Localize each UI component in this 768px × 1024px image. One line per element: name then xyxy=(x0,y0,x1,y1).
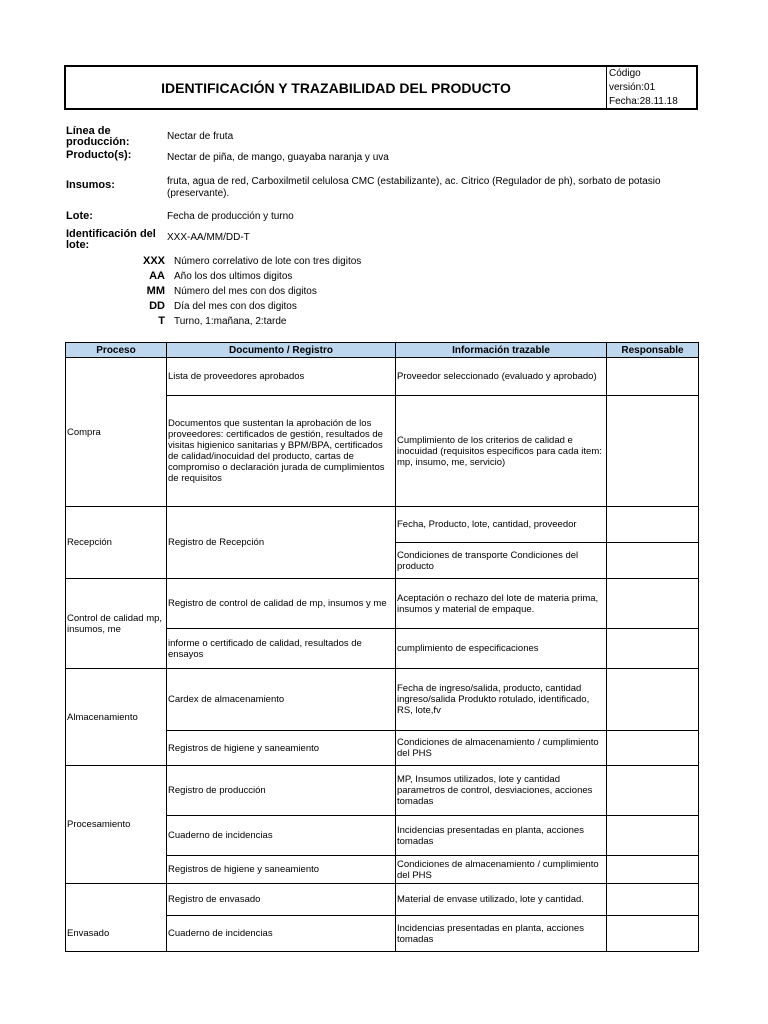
info-cell: Condiciones de almacenamiento / cumplimiento del PHS xyxy=(396,731,607,766)
info-cell: Material de envase utilizado, lote y cantidad. xyxy=(396,884,607,916)
info-cell: cumplimiento de especificaciones xyxy=(396,629,607,669)
responsable-cell[interactable] xyxy=(607,396,699,507)
info-cell: Incidencias presentadas en planta, acciones tomadas xyxy=(396,916,607,952)
table-row xyxy=(66,579,699,629)
lote-code: DD xyxy=(149,300,165,312)
documento-cell: Cuaderno de incidencias xyxy=(167,916,396,952)
responsable-cell[interactable] xyxy=(607,579,699,629)
documento-cell: Lista de proveedores aprobados xyxy=(167,358,396,396)
identificacion-value: XXX-AA/MM/DD-T xyxy=(167,232,250,243)
table-row xyxy=(66,766,699,816)
lote-code-description: Número del mes con dos digitos xyxy=(174,286,317,297)
proceso-cell: Almacenamiento xyxy=(66,669,167,766)
proceso-cell: Envasado xyxy=(66,884,167,952)
responsable-cell[interactable] xyxy=(607,543,699,579)
table-header-row xyxy=(66,343,699,358)
responsable-cell[interactable] xyxy=(607,507,699,543)
lote-code: XXX xyxy=(142,255,165,267)
insumos-label: Insumos: xyxy=(66,179,115,191)
info-cell: Condiciones de almacenamiento / cumplimiento del PHS xyxy=(396,856,607,884)
lote-code-description: Día del mes con dos digitos xyxy=(174,301,297,312)
info-cell: Aceptación o rechazo del lote de materia prima, insumos y material de empaque. xyxy=(396,579,607,629)
document-header xyxy=(64,65,698,110)
responsable-cell[interactable] xyxy=(607,856,699,884)
producto-label: Producto(s): xyxy=(66,149,132,161)
proceso-cell: Recepción xyxy=(66,507,167,579)
linea-value: Nectar de fruta xyxy=(167,131,234,142)
header-proceso: Proceso xyxy=(66,343,167,358)
documento-cell: informe o certificado de calidad, resultados de ensayos xyxy=(167,629,396,669)
documento-cell: Registros de higiene y saneamiento xyxy=(167,731,396,766)
lote-value: Fecha de producción y turno xyxy=(167,211,294,222)
responsable-cell[interactable] xyxy=(607,816,699,856)
header-responsable: Responsable xyxy=(607,343,699,358)
responsable-cell[interactable] xyxy=(607,669,699,731)
table-row xyxy=(66,884,699,916)
responsable-cell[interactable] xyxy=(607,731,699,766)
responsable-cell[interactable] xyxy=(607,916,699,952)
info-cell: Proveedor seleccionado (evaluado y aprobado) xyxy=(396,358,607,396)
responsable-cell[interactable] xyxy=(607,358,699,396)
documento-cell: Cuaderno de incidencias xyxy=(167,816,396,856)
proceso-cell: Control de calidad mp, insumos, me xyxy=(66,579,167,669)
producto-value: Nectar de piña, de mango, guayaba naranja y uva xyxy=(167,152,389,163)
proceso-cell: Procesamiento xyxy=(66,766,167,884)
info-cell: Fecha, Producto, lote, cantidad, proveedor xyxy=(396,507,607,543)
info-cell: Fecha de ingreso/salida, producto, cantidad ingreso/salida Produkto rotulado, identificado, RS, lote,fv xyxy=(396,669,607,731)
lote-code-description: Turno, 1:mañana, 2:tarde xyxy=(174,316,287,327)
documento-cell: Cardex de almacenamiento xyxy=(167,669,396,731)
version-label: versión:01 xyxy=(609,82,656,93)
responsable-cell[interactable] xyxy=(607,884,699,916)
table-row xyxy=(66,358,699,396)
documento-cell: Registros de higiene y saneamiento xyxy=(167,856,396,884)
linea-label: Línea de producción: xyxy=(66,125,130,148)
responsable-cell[interactable] xyxy=(607,766,699,816)
documento-cell: Registro de producción xyxy=(167,766,396,816)
table-row xyxy=(66,669,699,731)
info-cell: MP, Insumos utilizados, lote y cantidad parametros de control, desviaciones, acciones tomadas xyxy=(396,766,607,816)
lote-code: MM xyxy=(146,285,165,297)
info-cell: Cumplimiento de los criterios de calidad e inocuidad (requisitos especificos para cada item: mp, insumo, me, servicio) xyxy=(396,396,607,507)
responsable-cell[interactable] xyxy=(607,629,699,669)
document-title: IDENTIFICACIÓN Y TRAZABILIDAD DEL PRODUCTO xyxy=(66,67,607,108)
documento-cell: Documentos que sustentan la aprobación de los proveedores: certificados de gestión, resultados de visitas higienico sanitarias y BPM/BPA, certificados de calidad/inocuidad del producto, cartas de compromiso o declaración jurada de cumplimientos de requisitos xyxy=(167,396,396,507)
lote-code: T xyxy=(158,315,165,327)
codigo-label: Código xyxy=(609,68,641,79)
proceso-cell: Compra xyxy=(66,358,167,507)
lote-code-description: Número correlativo de lote con tres digitos xyxy=(174,256,362,267)
documento-cell: Registro de envasado xyxy=(167,884,396,916)
lote-code: AA xyxy=(149,270,165,282)
header-informacion: Información trazable xyxy=(396,343,607,358)
fecha-label: Fecha:28.11.18 xyxy=(609,96,678,107)
header-documento: Documento / Registro xyxy=(167,343,396,358)
table-row xyxy=(66,507,699,543)
documento-cell: Registro de Recepción xyxy=(167,507,396,579)
documento-cell: Registro de control de calidad de mp, insumos y me xyxy=(167,579,396,629)
identificacion-label: Identificación del lote: xyxy=(66,228,156,251)
document-meta xyxy=(607,67,696,109)
info-cell: Condiciones de transporte Condiciones del producto xyxy=(396,543,607,579)
info-cell: Incidencias presentadas en planta, acciones tomadas xyxy=(396,816,607,856)
lote-label: Lote: xyxy=(66,210,93,222)
traceability-table xyxy=(65,342,699,952)
lote-code-description: Año los dos ultimos digitos xyxy=(174,271,293,282)
insumos-value: fruta, agua de red, Carboxilmetil celulosa CMC (estabilizante), ac. Citrico (Regulador de ph), sorbato de potasio (preservante). xyxy=(167,176,661,199)
